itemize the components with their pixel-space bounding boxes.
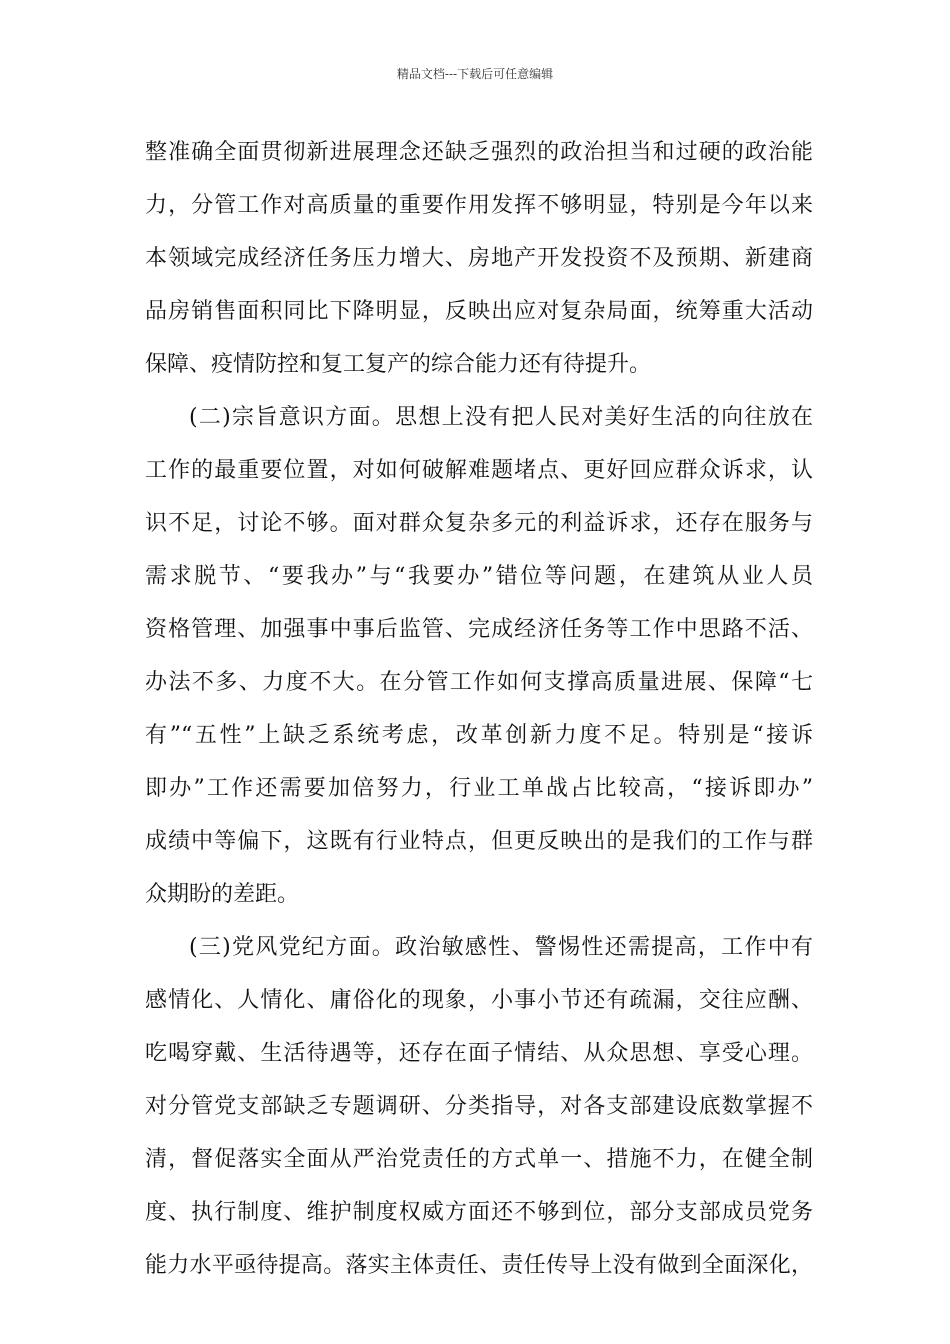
document-body (145, 126, 813, 1292)
text-line: 力，分管工作对高质量的重要作用发挥不够明显，特别是今年以来 (145, 193, 813, 218)
text-line: 办法不多、力度不大。在分管工作如何支撑高质量进展、保障“七 (145, 670, 813, 695)
text-line: 对分管党支部缺乏专题调研、分类指导，对各支部建设底数掌握不 (145, 1094, 813, 1119)
text-line: 品房销售面积同比下降明显，反映出应对复杂局面，统筹重大活动 (145, 299, 813, 324)
text-line: 即办”工作还需要加倍努力，行业工单战占比较高，“接诉即办” (145, 776, 813, 801)
text-line: 感情化、人情化、庸俗化的现象，小事小节还有疏漏，交往应酬、 (145, 988, 813, 1013)
text-line: 度、执行制度、维护制度权威方面还不够到位，部分支部成员党务 (145, 1200, 813, 1225)
text-line: 吃喝穿戴、生活待遇等，还存在面子情结、从众思想、享受心理。 (145, 1041, 813, 1066)
text-line: 本领域完成经济任务压力增大、房地产开发投资不及预期、新建商 (145, 246, 813, 271)
text-line: 成绩中等偏下，这既有行业特点，但更反映出的是我们的工作与群 (145, 829, 813, 854)
text-line: 保障、疫情防控和复工复产的综合能力还有待提升。 (145, 352, 652, 377)
text-line: 识不足，讨论不够。面对群众复杂多元的利益诉求，还存在服务与 (145, 511, 813, 536)
text-line: 众期盼的差距。 (145, 882, 300, 907)
text-line: 需求脱节、“要我办”与“我要办”错位等问题，在建筑从业人员 (145, 564, 813, 589)
page-header: 精品文档---下载后可任意编辑 (396, 67, 554, 81)
text-line: 工作的最重要位置，对如何破解难题堵点、更好回应群众诉求，认 (145, 458, 813, 483)
text-line: (二)宗旨意识方面。思想上没有把人民对美好生活的向往放在 (189, 405, 813, 430)
text-line: 整准确全面贯彻新进展理念还缺乏强烈的政治担当和过硬的政治能 (145, 140, 813, 165)
text-line: 清，督促落实全面从严治党责任的方式单一、措施不力，在健全制 (145, 1147, 813, 1172)
text-line: 有”“五性”上缺乏系统考虑，改革创新力度不足。特别是“接诉 (145, 723, 813, 748)
text-line: 资格管理、加强事中事后监管、完成经济任务等工作中思路不活、 (145, 617, 813, 642)
text-line: 能力水平亟待提高。落实主体责任、责任传导上没有做到全面深化， (145, 1253, 813, 1278)
text-line: (三)党风党纪方面。政治敏感性、警惕性还需提高，工作中有 (189, 935, 813, 960)
